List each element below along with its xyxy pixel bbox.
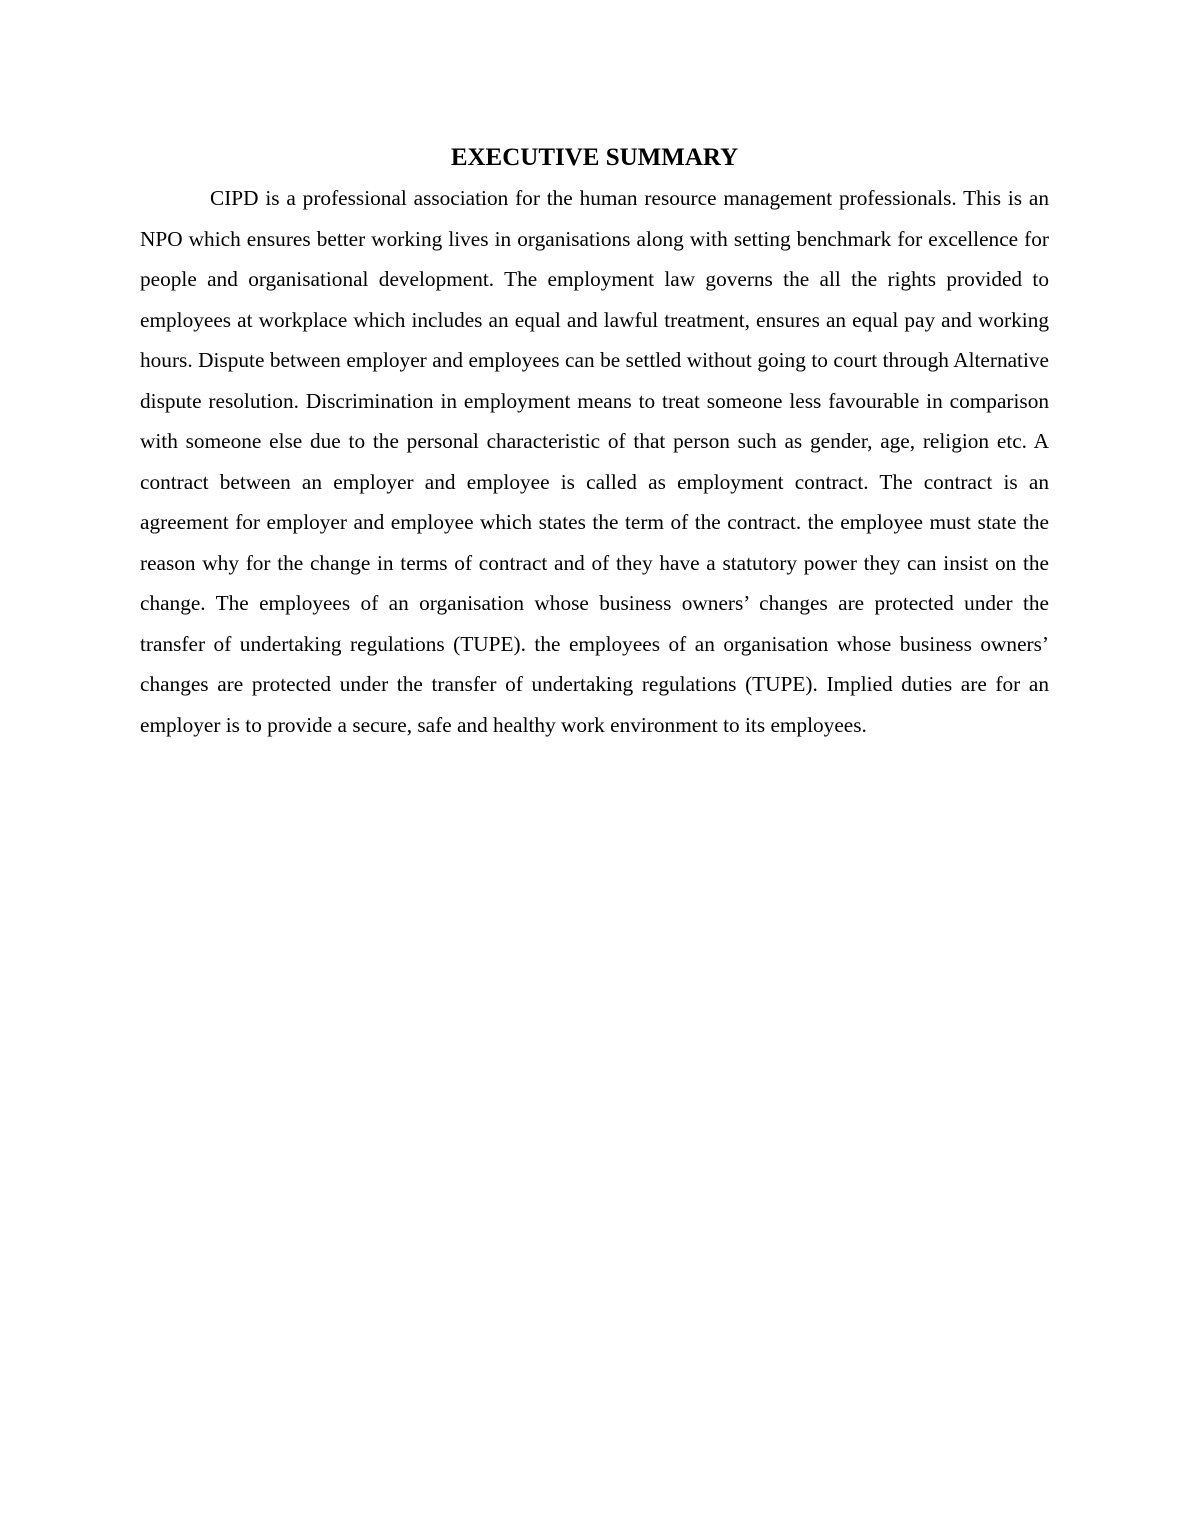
page-title: EXECUTIVE SUMMARY [450,144,739,171]
summary-paragraph: CIPD is a professional association for the human resource management professionals. This is an NPO which ensures better working lives in organisations along with setting benchmark for excellence for people and organisational development. The employment law governs the all the rights provided to employees at workplace which includes an equal and lawful treatment, ensures an equal pay and working hours. Dispute between employer and employees can be settled without going to court through Alternative dispute resolution. Discrimination in employment means to treat someone less favourable in comparison with someone else due to the personal characteristic of that person such as gender, age, religion etc. A contract between an employer and employee is called as employment contract. The contract is an agreement for employer and employee which states the term of the contract. the employee must state the reason why for the change in terms of contract and of they have a statutory power they can insist on the change. The employees of an organisation whose business owners’ changes are protected under the transfer of undertaking regulations (TUPE). the employees of an organisation whose business owners’ changes are protected under the transfer of undertaking regulations (TUPE). Implied duties are for an employer is to provide a secure, safe and healthy work environment to its employees. [140,186,1049,737]
page-content [140,140,1049,745]
